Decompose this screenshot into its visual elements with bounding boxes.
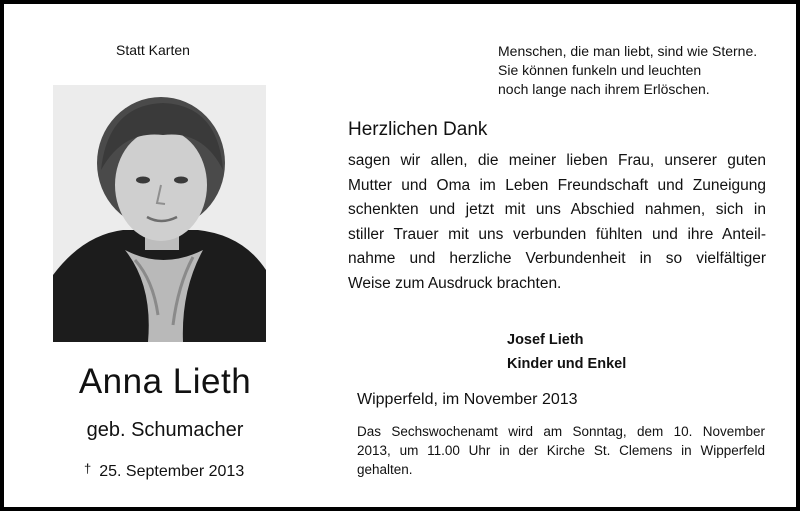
death-date-line [84, 461, 244, 481]
signature-family: Kinder und Enkel [507, 356, 627, 372]
quote-line: Menschen, die man liebt, sind wie Sterne. [498, 43, 758, 59]
portrait-photo [53, 85, 266, 342]
statt-karten-label: Statt Karten [116, 42, 190, 58]
thanks-text [348, 149, 766, 296]
signature-name: Josef Lieth [507, 332, 584, 348]
thanks-line: Weise zum Ausdruck brachten. [348, 274, 562, 292]
quote-line: noch lange nach ihrem Erlöschen. [498, 81, 710, 97]
service-notice [357, 422, 765, 479]
thanks-line: sagen wir allen, die meiner lieben Frau, unserer guten [348, 152, 766, 169]
deceased-name: Anna Lieth [78, 362, 252, 401]
death-date: 25. September 2013 [99, 463, 245, 480]
cross-icon: † [84, 461, 92, 476]
notice-line: 2013, um 11.00 Uhr in der Kirche St. Clemens in Wipperfeld [357, 443, 765, 458]
signature-block [507, 328, 626, 376]
quote-line: Sie können funkeln und leuchten [498, 62, 702, 78]
thanks-line: Mutter und Oma im Leben Freundschaft und Zuneigung [348, 176, 766, 194]
thanks-line: nahme und herzliche Verbundenheit in so vielfältiger [348, 250, 766, 267]
notice-line: Das Sechswochenamt wird am Sonntag, dem 10. November [357, 424, 765, 439]
memorial-quote [498, 42, 757, 99]
maiden-name: geb. Schumacher [86, 419, 244, 441]
thanks-line: schenkten und jetzt mit uns Abschied nahmen, sich in [348, 201, 766, 218]
portrait-illustration [53, 85, 266, 342]
notice-line: gehalten. [357, 462, 413, 477]
thanks-line: stiller Trauer mit uns verbunden fühlten und ihre Anteil- [348, 225, 766, 243]
place-date: Wipperfeld, im November 2013 [357, 391, 578, 408]
thanks-heading: Herzlichen Dank [348, 119, 488, 140]
